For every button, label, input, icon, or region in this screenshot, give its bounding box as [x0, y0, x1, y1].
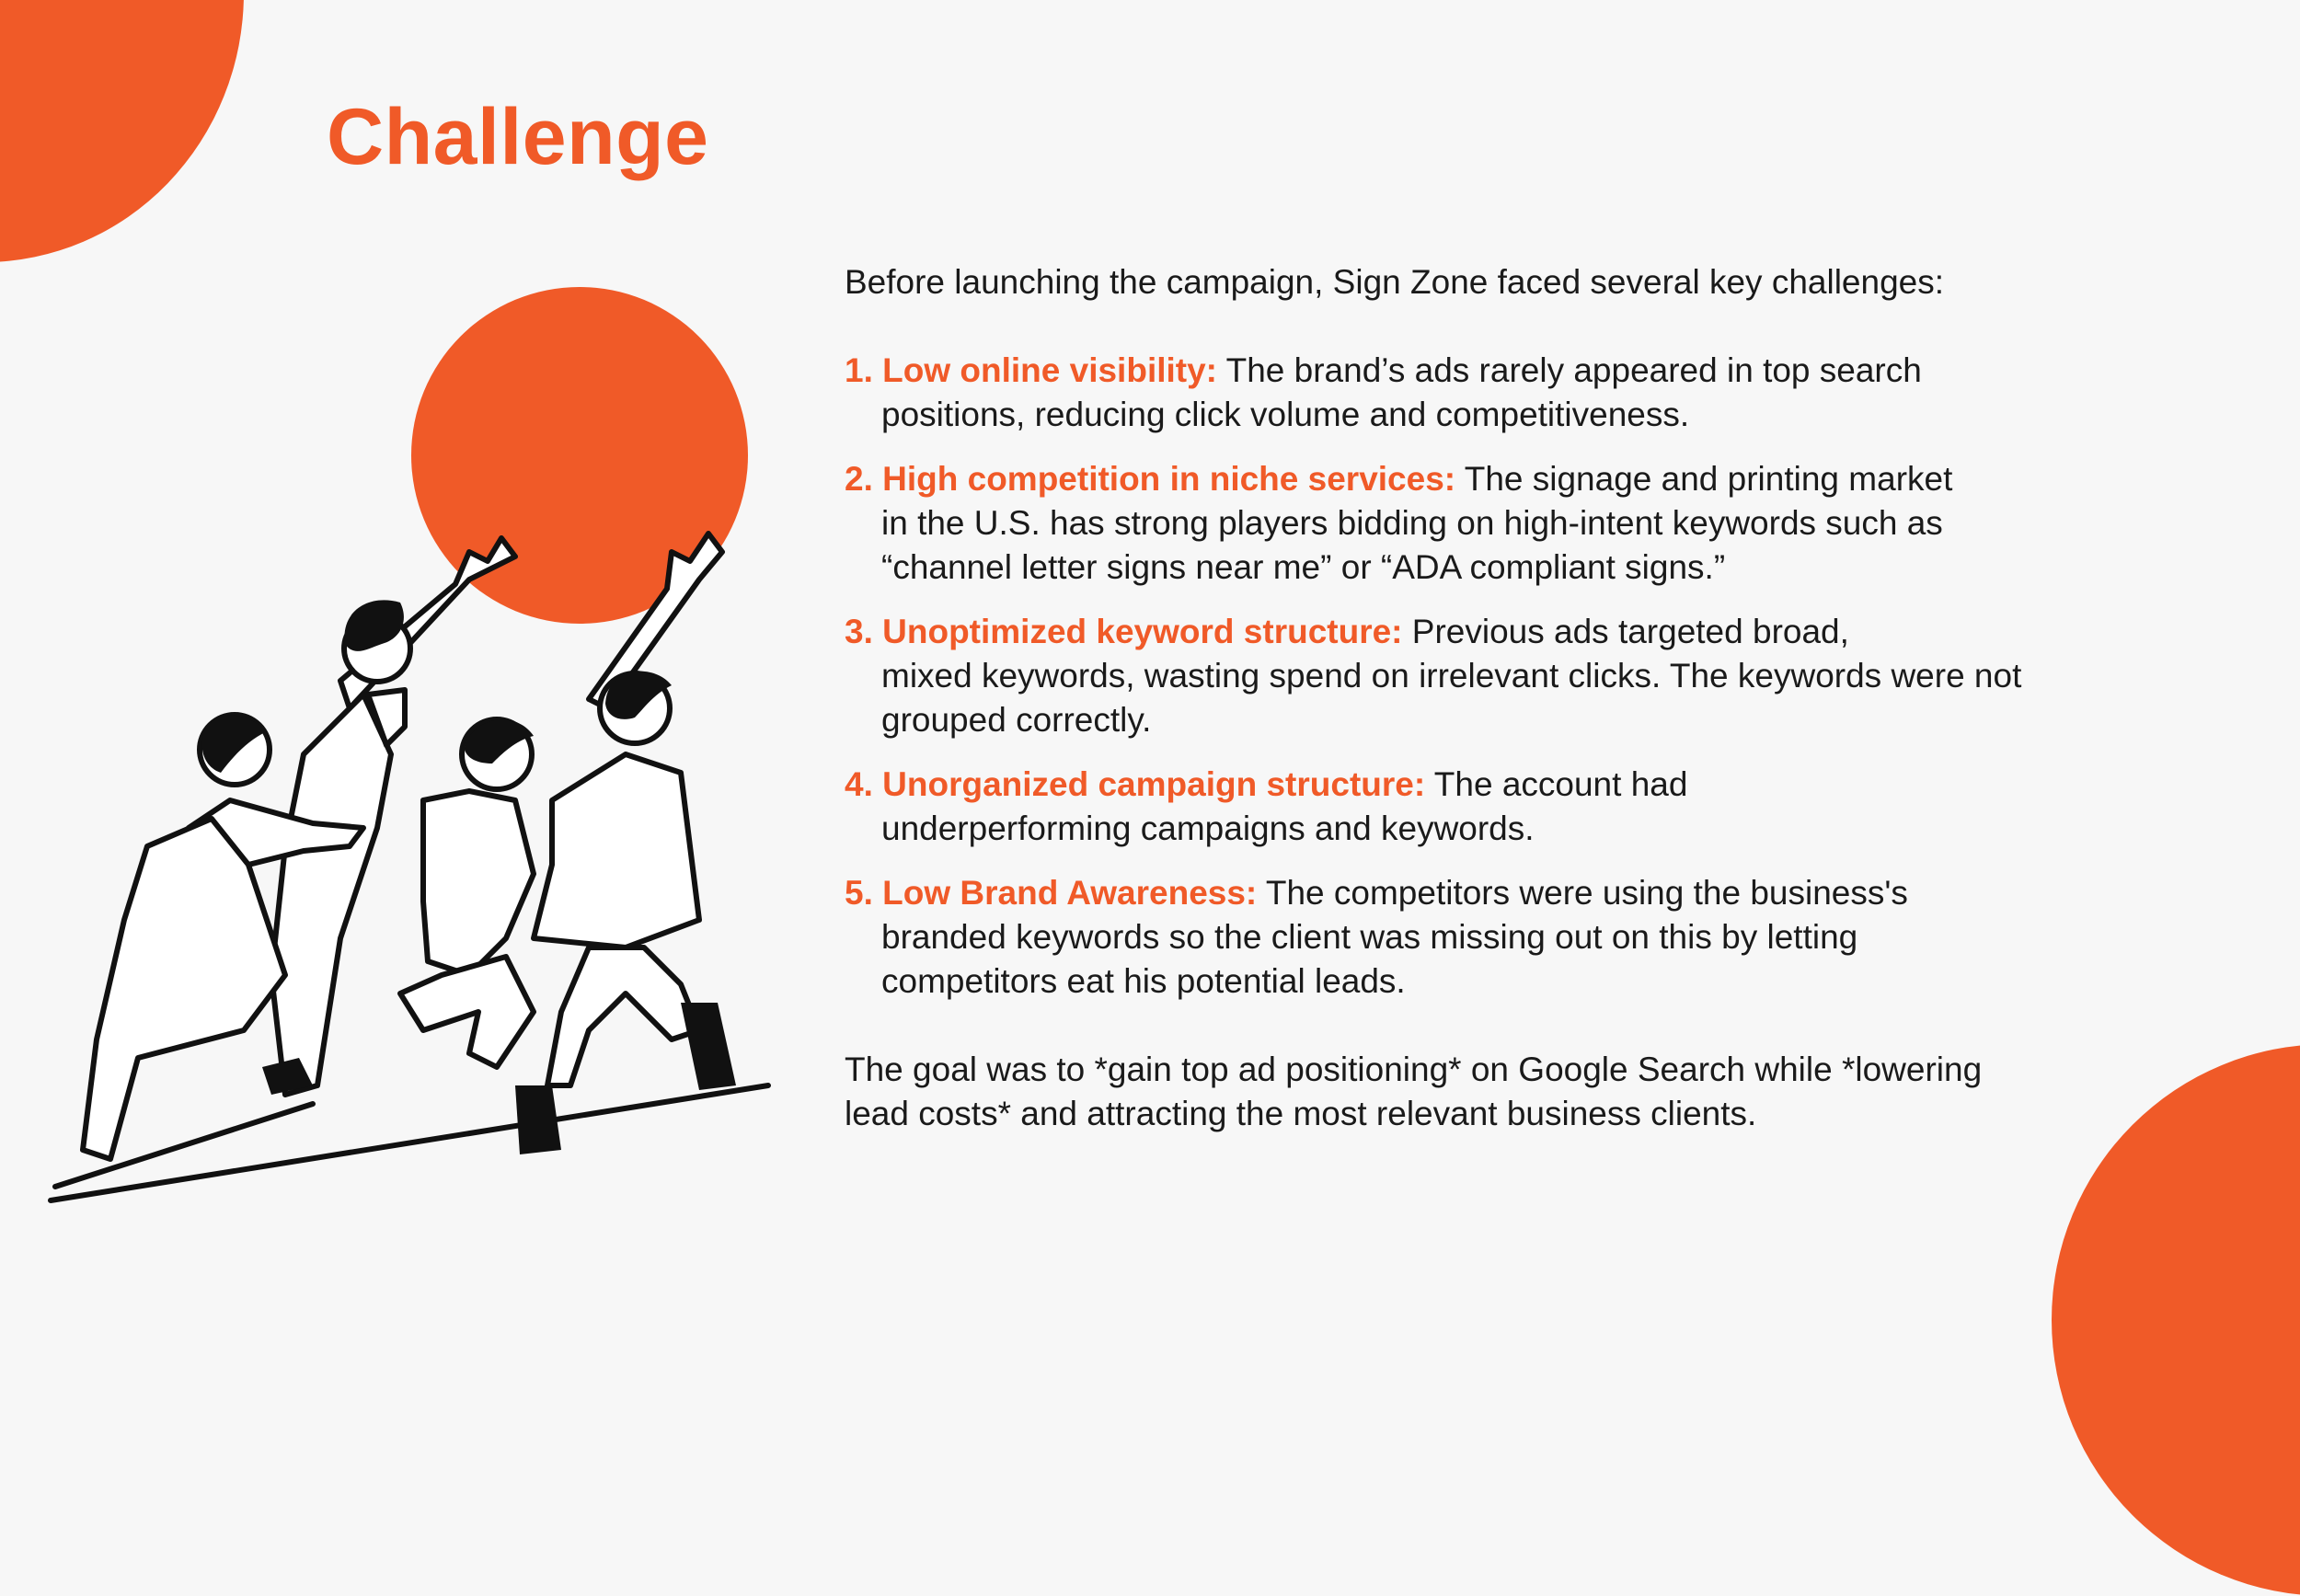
- decorative-circle-bottom-right: [2052, 1044, 2300, 1596]
- challenge-content: [845, 260, 2041, 1170]
- item-heading: Low online visibility:: [882, 351, 1217, 389]
- item-text-continued: in the U.S. has strong players bidding on high-intent keywords such as “channel letter signs near me” or “ADA compliant signs.”: [881, 504, 1943, 586]
- item-text: The brand’s ads rarely appeared in top search: [1217, 351, 1922, 389]
- item-heading: Low Brand Awareness:: [882, 874, 1258, 912]
- item-text: The signage and printing market: [1455, 460, 1953, 498]
- challenge-item: [845, 871, 2041, 1004]
- item-text-continued: branded keywords so the client was missing out on this by letting competitors eat his potential leads.: [881, 918, 1858, 1000]
- challenge-item: [845, 349, 2041, 437]
- ground-line-icon: [51, 1085, 768, 1200]
- challenge-item: [845, 763, 2041, 851]
- item-text-continued: mixed keywords, wasting spend on irrelevant clicks. The keywords were not grouped correctly.: [881, 657, 2022, 739]
- item-text-continued: underperforming campaigns and keywords.: [881, 809, 1535, 847]
- item-text: Previous ads targeted broad,: [1402, 613, 1849, 650]
- challenge-item: [845, 610, 2041, 742]
- challenge-item: [845, 457, 2041, 590]
- person-figure-icon: [423, 791, 534, 975]
- item-number: 4.: [845, 765, 873, 803]
- item-number: 2.: [845, 460, 873, 498]
- team-pushing-ball-illustration: [37, 276, 819, 1223]
- intro-paragraph: Before launching the campaign, Sign Zone faced several key challenges:: [845, 263, 1945, 301]
- item-heading: Unorganized campaign structure:: [882, 765, 1426, 803]
- item-text: The competitors were using the business's: [1257, 874, 1908, 912]
- goal-paragraph: The goal was to *gain top ad positioning* on Google Search while *lowering lead costs* and attracting the most relevant business clients.: [845, 1051, 1983, 1132]
- slide-title: Challenge: [327, 93, 709, 181]
- item-text: The account had: [1425, 765, 1688, 803]
- item-heading: High competition in niche services:: [882, 460, 1456, 498]
- item-text-continued: positions, reducing click volume and competitiveness.: [881, 396, 1690, 433]
- item-number: 3.: [845, 613, 873, 650]
- item-heading: Unoptimized keyword structure:: [882, 613, 1403, 650]
- decorative-circle-top-left: [0, 0, 244, 262]
- item-number: 1.: [845, 351, 873, 389]
- item-number: 5.: [845, 874, 873, 912]
